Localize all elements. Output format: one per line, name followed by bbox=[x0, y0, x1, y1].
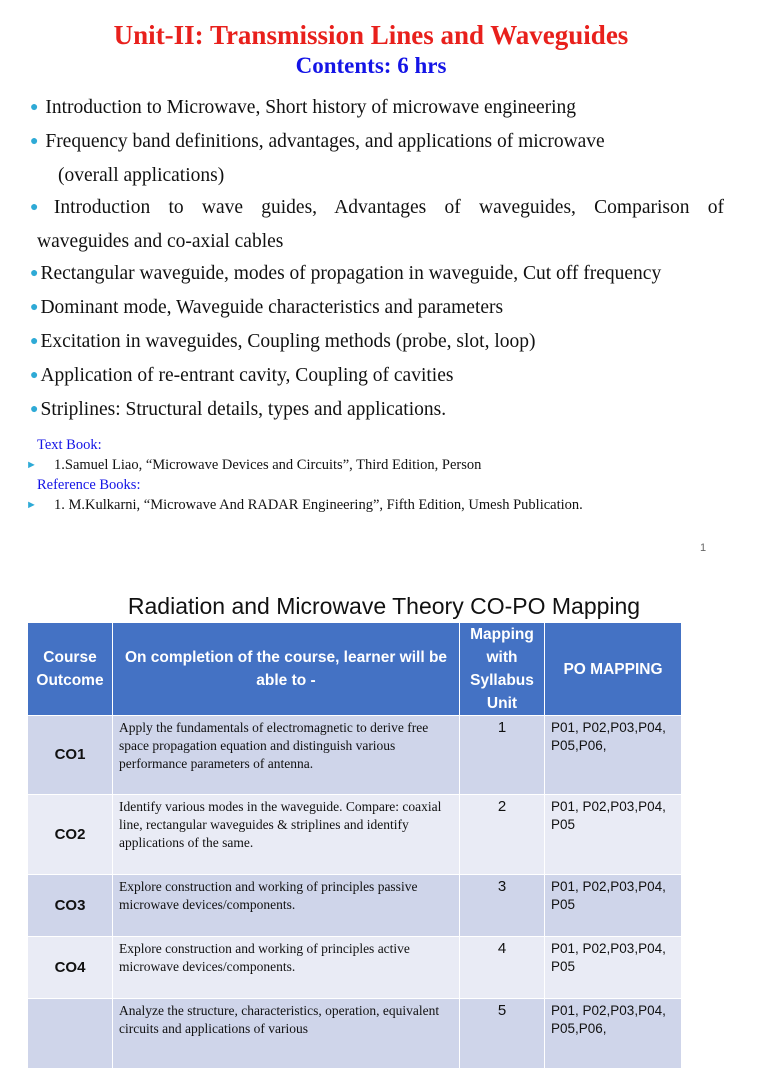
triangle-arrow-icon: ► bbox=[26, 459, 37, 471]
topic-item: ● Introduction to wave guides, Advantages of waveguides, Comparison of bbox=[30, 197, 724, 218]
dot-bullet-icon: ● bbox=[30, 266, 39, 281]
course-outcome-cell: CO1 bbox=[28, 716, 113, 795]
table-header-row bbox=[28, 623, 682, 716]
table-row bbox=[28, 795, 682, 875]
description-cell: Explore construction and working of principles passive microwave devices/components. bbox=[113, 875, 460, 937]
dot-bullet-icon: ● bbox=[30, 334, 39, 349]
unit-cell: 1 bbox=[460, 716, 545, 795]
description-cell: Identify various modes in the waveguide. Compare: coaxial line, rectangular waveguides & striplines and identify applications of the same. bbox=[113, 795, 460, 875]
slide-co-po-mapping bbox=[0, 575, 768, 1036]
course-outcome-cell: CO2 bbox=[28, 795, 113, 875]
table-row bbox=[28, 937, 682, 999]
column-header-syllabus-unit: Mapping with Syllabus Unit bbox=[460, 623, 545, 716]
column-header-description: On completion of the course, learner will be able to - bbox=[113, 623, 460, 716]
column-header-course-outcome: Course Outcome bbox=[28, 623, 113, 716]
column-header-po-mapping: PO MAPPING bbox=[545, 623, 682, 716]
book-references bbox=[26, 435, 726, 515]
course-outcome-cell: CO4 bbox=[28, 937, 113, 999]
slide-title: Radiation and Microwave Theory CO-PO Mapping bbox=[127, 593, 641, 619]
topic-item: ● Excitation in waveguides, Coupling methods (probe, slot, loop) bbox=[30, 331, 536, 352]
slide-title: Unit-II: Transmission Lines and Waveguides bbox=[113, 20, 629, 50]
topic-list bbox=[30, 92, 724, 428]
table-row bbox=[28, 875, 682, 937]
reference-book-entry: ► 1. M.Kulkarni, “Microwave And RADAR Engineering”, Fifth Edition, Umesh Publication. bbox=[26, 497, 583, 513]
po-mapping-cell: P01, P02,P03,P04, P05,P06, bbox=[545, 716, 682, 795]
slide-subtitle: Contents: 6 hrs bbox=[295, 53, 447, 78]
topic-continuation: (overall applications) bbox=[58, 165, 225, 186]
dot-bullet-icon: ● bbox=[30, 200, 52, 215]
topic-item: ● Application of re-entrant cavity, Coupling of cavities bbox=[30, 365, 454, 386]
page-number: 1 bbox=[700, 542, 707, 554]
dot-bullet-icon: ● bbox=[30, 134, 39, 149]
co-po-mapping-table bbox=[27, 622, 682, 1069]
topic-item: ● Frequency band definitions, advantages, and applications of microwave bbox=[30, 131, 605, 152]
table-row bbox=[28, 999, 682, 1069]
topic-item: ● Striplines: Structural details, types and applications. bbox=[30, 399, 447, 420]
topic-item: ● Rectangular waveguide, modes of propagation in waveguide, Cut off frequency bbox=[30, 263, 662, 284]
triangle-arrow-icon: ► bbox=[26, 499, 37, 511]
description-cell: Apply the fundamentals of electromagnetic to derive free space propagation equation and distinguish various performance parameters of antenna. bbox=[113, 716, 460, 795]
topic-continuation: waveguides and co-axial cables bbox=[37, 231, 284, 252]
text-book-label: Text Book: bbox=[37, 437, 102, 453]
description-cell: Explore construction and working of principles active microwave devices/components. bbox=[113, 937, 460, 999]
text-book-entry: ► 1.Samuel Liao, “Microwave Devices and Circuits”, Third Edition, Person bbox=[26, 457, 482, 473]
unit-cell: 4 bbox=[460, 937, 545, 999]
reference-books-label: Reference Books: bbox=[37, 477, 141, 493]
description-cell: Analyze the structure, characteristics, operation, equivalent circuits and applications of various bbox=[113, 999, 460, 1069]
dot-bullet-icon: ● bbox=[30, 402, 39, 417]
course-outcome-cell: CO3 bbox=[28, 875, 113, 937]
po-mapping-cell: P01, P02,P03,P04, P05 bbox=[545, 937, 682, 999]
po-mapping-cell: P01, P02,P03,P04, P05 bbox=[545, 795, 682, 875]
dot-bullet-icon: ● bbox=[30, 368, 39, 383]
po-mapping-cell: P01, P02,P03,P04, P05 bbox=[545, 875, 682, 937]
unit-cell: 2 bbox=[460, 795, 545, 875]
unit-cell: 3 bbox=[460, 875, 545, 937]
po-mapping-cell: P01, P02,P03,P04, P05,P06, bbox=[545, 999, 682, 1069]
table-row bbox=[28, 716, 682, 795]
topic-item: ● Dominant mode, Waveguide characteristics and parameters bbox=[30, 297, 504, 318]
course-outcome-cell bbox=[28, 999, 113, 1069]
topic-item: ● Introduction to Microwave, Short history of microwave engineering bbox=[30, 97, 577, 118]
dot-bullet-icon: ● bbox=[30, 300, 39, 315]
unit-cell: 5 bbox=[460, 999, 545, 1069]
dot-bullet-icon: ● bbox=[30, 100, 39, 115]
